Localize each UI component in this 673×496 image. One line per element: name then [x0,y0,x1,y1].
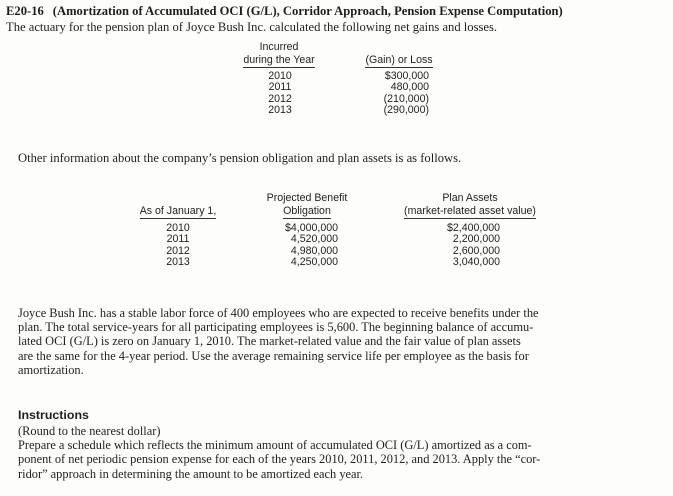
table2-col2-header-line2: Obligation [283,205,331,217]
table1-years [258,71,302,117]
table-row: 2012 [166,244,190,257]
table-row: 3,040,000 [452,256,500,269]
table1-col2-header [352,54,446,67]
table-row: 2,600,000 [452,244,500,257]
table2-col2-header [252,192,362,218]
table2-col3-header-line2: (market-related asset value) [404,205,536,217]
table1-col2-header-text: (Gain) or Loss [365,54,433,66]
table-row: 2010 [268,70,292,82]
table2-col3-header-line1: Plan Assets [442,192,498,204]
other-info-text: Other information about the company’s pension obligation and plan assets is as follows. [18,151,462,165]
instructions-line: (Round to the nearest dollar) [18,424,161,438]
instructions-body [18,424,540,481]
paragraph-line: are the same for the 4-year period. Use the average remaining service life per employee as the basis for [18,348,529,363]
instructions-title: Instructions [18,408,89,422]
table-row: 2012 [268,92,292,105]
exercise-intro: The actuary for the pension plan of Joyce Bush Inc. calculated the following net gains and losses. [6,20,498,34]
table2-obligation [270,223,338,269]
table1-col1-header [232,41,326,67]
table2-col2-header-line1: Projected Benefit [266,192,348,204]
table-row: (210,000) [383,92,429,105]
table-row: 480,000 [390,81,429,94]
table-row: $300,000 [384,70,429,82]
exercise-number: E20-16 [6,4,44,18]
table-row: 2011 [166,233,190,246]
table2-col3-header [382,192,558,218]
description-paragraph [18,306,539,377]
table1-col1-header-line1: Incurred [259,41,299,53]
table-row: 2013 [268,104,292,117]
table-row: 4,980,000 [290,244,338,257]
instructions-line: ridor” approach in determining the amount to be amortized each year. [18,466,364,481]
table-row: $2,400,000 [446,222,500,234]
paragraph-line: plan. The total service-years for all participating employees is 5,600. The beginning balance of accumu- [18,320,534,335]
table2-assets [432,223,500,269]
table-row: 2010 [166,222,190,234]
table-row: $4,000,000 [284,222,338,234]
paragraph-line: lated OCI (G/L) is zero on January 1, 2010. The market-related value and the fair value of plan assets [18,334,521,349]
table-row: 4,250,000 [290,256,338,269]
table-row: 2011 [268,81,292,94]
exercise-heading [6,4,563,19]
paragraph-line: amortization. [18,362,84,377]
instructions-line: ponent of net periodic pension expense for each of the years 2010, 2011, 2012, and 2013. Apply the “cor- [18,452,541,467]
table-row: 2013 [166,256,190,269]
table1-col1-header-line2: during the Year [243,54,315,66]
table2-years [156,223,200,269]
exercise-title: (Amortization of Accumulated OCI (G/L), Corridor Approach, Pension Expense Computation) [52,4,563,18]
table1-values [360,71,429,117]
table2-col1-header-text: As of January 1, [139,205,217,217]
paragraph-line: Joyce Bush Inc. has a stable labor force of 400 employees who are expected to receive benefits under the [18,306,539,320]
table-row: 4,520,000 [290,233,338,246]
table-row: (290,000) [383,104,429,117]
table2-col1-header [126,205,230,218]
table-row: 2,200,000 [452,233,500,246]
instructions-line: Prepare a schedule which reflects the minimum amount of accumulated OCI (G/L) amortized as a com- [18,438,532,453]
